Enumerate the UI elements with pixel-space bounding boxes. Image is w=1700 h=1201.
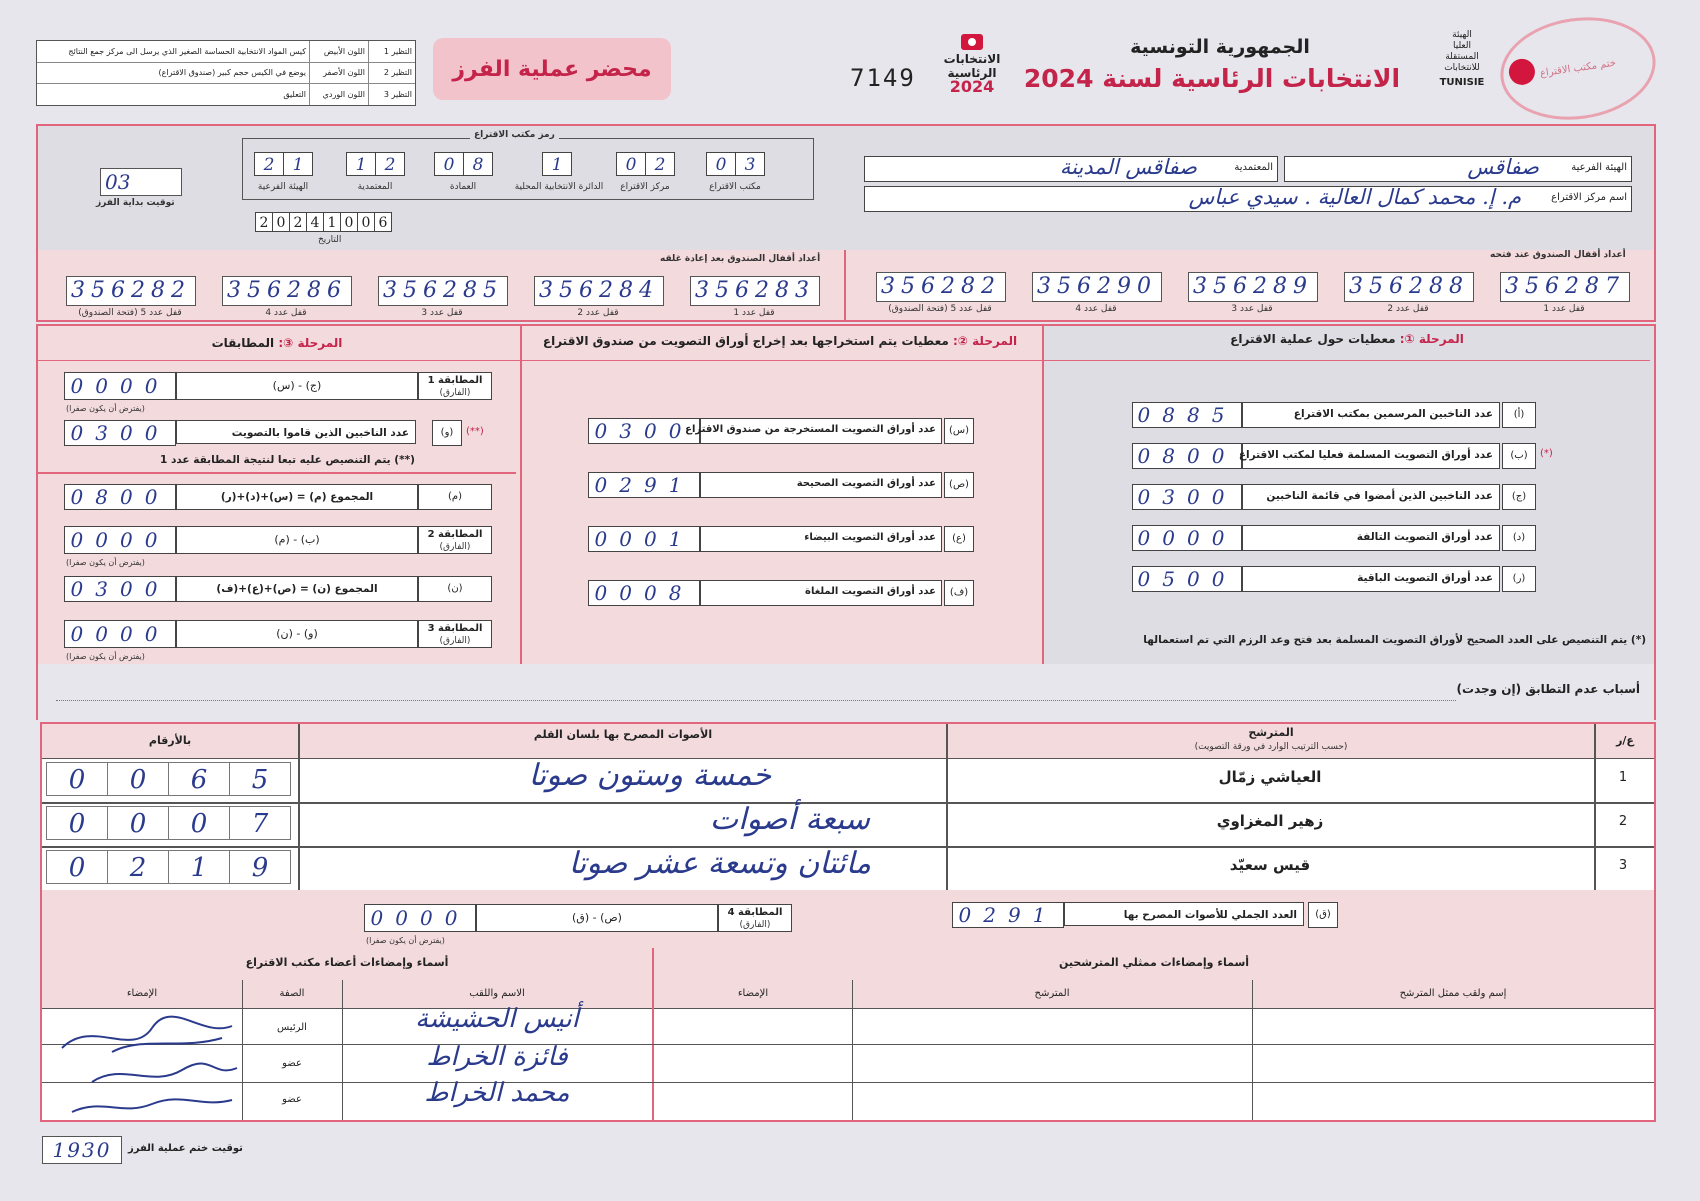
isie-line: العليا [1452, 41, 1472, 51]
logo-year: 2024 [949, 77, 995, 96]
phase3-title [36, 336, 518, 350]
reps-col-name: إسم ولقب ممثل المترشح [1399, 988, 1507, 999]
w-mark: (**) [466, 426, 484, 437]
end-time-label: توقيت ختم عملية الفرز [128, 1143, 243, 1154]
row-label [1242, 566, 1500, 592]
election-logo [936, 34, 1008, 94]
phase2-row [588, 580, 974, 606]
total-label: العدد الجملي للأصوات المصرح بها [1064, 902, 1304, 926]
center-value: م. إ. محمد كمال العالية . سيدي عباس [1188, 185, 1521, 209]
code-digit: 2 [645, 152, 675, 176]
w-label: عدد الناخبين الذين قاموا بالتصويت [176, 420, 416, 444]
isie-line: الهيئة [1452, 30, 1472, 40]
n-row [64, 576, 494, 602]
mismatch-dotline [56, 700, 1456, 701]
republic-title: الجمهورية التونسية [1130, 36, 1310, 58]
row-letter: (ع) [944, 526, 974, 552]
code-sector [434, 152, 493, 176]
row-label [700, 472, 942, 498]
m-title: المطابقة 4 [727, 907, 783, 918]
row-value: 0000 [1132, 525, 1242, 551]
end-time-box: 1930 [42, 1136, 122, 1164]
row-label-text: عدد أوراق التصويت التالفة [1356, 531, 1493, 543]
row-value: 0001 [588, 526, 700, 552]
w-value: 0300 [64, 420, 176, 446]
legend-row [37, 62, 415, 84]
sig-split [652, 948, 654, 1120]
col-candidate-title: المترشح [1248, 726, 1294, 739]
w-note: (**) يتم التنصيص عليه تبعا لنتيجة المطابقة عدد 1 [160, 454, 415, 466]
signature-3 [72, 1099, 232, 1112]
form-title: محضر عملية الفرز [452, 56, 652, 82]
m4-value: 0000 [364, 904, 476, 932]
m-title: المطابقة 3 [427, 623, 483, 634]
code-digit: 0 [434, 152, 463, 176]
phase-title: معطيات حول عملية الاقتراع [1230, 332, 1396, 346]
phase1-row [1132, 443, 1553, 469]
signatures-table [40, 948, 1656, 1122]
signature-2 [92, 1063, 237, 1082]
date-digit: 0 [340, 212, 357, 232]
vote-digits [46, 850, 291, 884]
stamp-text: ختم مكتب الاقتراع [1539, 57, 1617, 80]
office-stamp [1494, 8, 1663, 130]
n-letter: (ن) [418, 576, 492, 602]
vote-words: مائتان وتسعة عشر صوتا [568, 846, 872, 881]
seal-open-2: 356288 [1344, 272, 1474, 302]
m2-note: (يفترض أن يكون صفرا) [66, 558, 145, 567]
row-label [1242, 402, 1500, 428]
vote-digit: 0 [46, 850, 107, 884]
code-digit: 3 [735, 152, 765, 176]
candidate-no: 2 [1618, 814, 1628, 829]
seals-after-title: أعداد أقفال الصندوق بعد إعادة غلقه [660, 254, 821, 264]
flag-icon [961, 34, 983, 50]
m-value: 0800 [64, 484, 176, 510]
seal-label: قفل عدد 3 [1231, 304, 1273, 314]
phase2-row [588, 418, 974, 444]
m1-note: (يفترض أن يكون صفرا) [66, 404, 145, 413]
phase1-row [1132, 402, 1536, 428]
legend-no: التظير 2 [369, 62, 416, 84]
isie-line: للانتخابات [1444, 63, 1480, 73]
seal-label: قفل عدد 5 (فتحة الصندوق) [78, 308, 182, 318]
m2-label [418, 526, 492, 554]
row-label [1242, 525, 1500, 551]
seal-open-3: 356289 [1188, 272, 1318, 302]
row-letter: (ب) [1502, 443, 1536, 469]
seal-label: قفل عدد 1 [733, 308, 775, 318]
vote-digit: 7 [229, 806, 291, 840]
code-delegation [346, 152, 405, 176]
m-row [64, 484, 494, 510]
phase2-row [588, 472, 974, 498]
seal-after-2: 356284 [534, 276, 664, 306]
code-digit: 8 [463, 152, 493, 176]
m4-row [364, 904, 792, 934]
reps-title: أسماء وإمضاءات ممثلي المترشحين [1058, 956, 1250, 969]
m1-label [418, 372, 492, 400]
row-label-text: عدد أوراق التصويت الصحيحة [796, 478, 936, 489]
phase-title-rule [38, 360, 1650, 361]
date-digit: 0 [272, 212, 289, 232]
row-rule [42, 1044, 1654, 1045]
vote-digits [46, 762, 291, 796]
m-letter: (م) [418, 484, 492, 510]
row-label-text: عدد أوراق التصويت الملغاة [805, 586, 936, 597]
legend-color: اللون الأبيض [310, 41, 369, 62]
code-label: الدائرة الانتخابية المحلية [514, 182, 604, 192]
vote-digit: 0 [107, 762, 168, 796]
code-digit: 2 [375, 152, 405, 176]
col-words-header: الأصوات المصرح بها بلسان القلم [533, 728, 713, 741]
member-role: عضو [282, 1094, 302, 1105]
date-label: التاريخ [318, 235, 342, 245]
delegation-label: المعتمدية [1234, 162, 1273, 173]
seal-after-5: 356282 [66, 276, 196, 306]
n-formula: المجموع (ن) = (ص)+(ع)+(ف) [176, 576, 418, 602]
stamp-flag-icon [1507, 57, 1536, 86]
w-letter: (و) [432, 420, 462, 446]
date-digit: 2 [289, 212, 306, 232]
vote-digits [46, 806, 291, 840]
signature-1 [62, 1017, 232, 1052]
row-label [685, 418, 942, 444]
legend-desc: التعليق [283, 90, 306, 100]
date-digit: 1 [323, 212, 340, 232]
m3-note: (يفترض أن يكون صفرا) [66, 652, 145, 661]
m3-row [64, 620, 494, 650]
phase1-row [1132, 566, 1536, 592]
code-label: العمادة [449, 182, 477, 192]
seal-label: قفل عدد 4 [265, 308, 307, 318]
m2-value: 0000 [64, 526, 176, 554]
row-value: 0291 [588, 472, 700, 498]
m3-value: 0000 [64, 620, 176, 648]
sub-authority-label: الهيئة الفرعية [1571, 162, 1627, 173]
col-rule [852, 980, 853, 1120]
members-title: أسماء وإمضاءات أعضاء مكتب الاقتراع [245, 956, 449, 969]
row-letter: (ر) [1502, 566, 1536, 592]
code-digit: 1 [283, 152, 313, 176]
members-col-role: الصفة [279, 988, 305, 999]
seal-label: قفل عدد 3 [421, 308, 463, 318]
legend-color: اللون الأصفر [310, 62, 369, 84]
delegation-value: صفاقس المدينة [1059, 155, 1197, 179]
start-time-box: 03 [100, 168, 182, 196]
m-formula: المجموع (م) = (س)+(د)+(ر) [176, 484, 418, 510]
seal-open-1: 356287 [1500, 272, 1630, 302]
col-digits-header: بالأرقام [148, 734, 192, 747]
phase-prefix: المرحلة ③: [278, 336, 343, 350]
row-label [700, 526, 942, 552]
logo-line: الانتخابات [943, 52, 1001, 66]
code-office [706, 152, 765, 176]
vote-digit: 6 [168, 762, 229, 796]
date-digit: 2 [255, 212, 272, 232]
seal-label: قفل عدد 2 [577, 308, 619, 318]
legend-desc: يوضع في الكيس حجم كبير (صندوق الاقتراع) [158, 68, 306, 78]
candidate-no: 3 [1618, 858, 1628, 873]
member-role: الرئيس [277, 1022, 307, 1033]
m4-formula: (ص) - (ق) [476, 904, 718, 932]
election-title: الانتخابات الرئاسية لسنة 2024 [1023, 64, 1401, 93]
code-digit: 2 [254, 152, 283, 176]
m-sub: (الفارق) [439, 636, 471, 646]
date-grid [255, 212, 392, 232]
isie-logo [1432, 30, 1492, 88]
seal-label: قفل عدد 2 [1387, 304, 1429, 314]
seal-label: قفل عدد 4 [1075, 304, 1117, 314]
code-digit: 1 [542, 152, 572, 176]
m4-label [718, 904, 792, 932]
row-label-text: عدد أوراق التصويت المسلمة فعليا لمكتب الاقتراع [1238, 449, 1493, 461]
total-row [952, 902, 1340, 928]
vote-digit: 0 [46, 806, 107, 840]
isie-line: المستقلة [1445, 52, 1479, 62]
w-row [64, 420, 494, 446]
legend-desc: كيس المواد الانتخابية الحساسة الصغير الذي يرسل الى مركز جمع النتائج [68, 46, 306, 56]
signature-scribbles [52, 1008, 242, 1120]
code-label: المعتمدية [357, 182, 393, 192]
row-label-text: عدد الناخبين المرسمين بمكتب الاقتراع [1293, 408, 1493, 420]
member-role: عضو [282, 1058, 302, 1069]
row-value: 0008 [588, 580, 700, 606]
candidate-name: العياشي زمّال [1218, 768, 1322, 786]
row-letter: (س) [944, 418, 974, 444]
mismatch-label: أسباب عدم التطابق (إن وجدت) [1456, 682, 1640, 696]
col-no-header: ع/ر [1616, 734, 1634, 747]
phase-prefix: المرحلة ②: [953, 334, 1018, 348]
code-local-circ [542, 152, 572, 176]
row-letter: (ف) [944, 580, 974, 606]
code-digit: 0 [616, 152, 645, 176]
m-sub: (الفارق) [439, 542, 471, 552]
form-title-badge [433, 38, 671, 100]
result-row-1 [40, 758, 1652, 800]
legend-table [36, 40, 416, 106]
phase1-row [1132, 525, 1536, 551]
delegation-field [864, 156, 1278, 182]
m2-formula: (ب) - (م) [176, 526, 418, 554]
candidate-name: قيس سعيّد [1229, 856, 1311, 874]
row-value: 0500 [1132, 566, 1242, 592]
date-digit: 6 [374, 212, 392, 232]
legend-no: التظير 1 [369, 41, 416, 62]
row-rule [42, 1082, 1654, 1083]
center-field [864, 186, 1632, 212]
m1-row [64, 372, 492, 402]
total-value: 0291 [952, 902, 1064, 928]
seal-after-1: 356283 [690, 276, 820, 306]
legend-row [37, 41, 415, 62]
phase1-note: (*) يتم التنصيص على العدد الصحيح لأوراق التصويت المسلمة بعد فتح وعد الرزم التي تم استعمالها [1143, 634, 1646, 646]
row-value: 0300 [588, 418, 700, 444]
code-label: الهيئة الفرعية [257, 182, 309, 192]
m-title: المطابقة 2 [427, 529, 483, 540]
row-label [700, 580, 942, 606]
legend-no: التظير 3 [369, 84, 416, 105]
candidate-name: زهير المغزاوي [1216, 812, 1324, 830]
code-label: مركز الاقتراع [620, 182, 670, 192]
logo-line: الرئاسية [947, 66, 997, 80]
total-letter: (ق) [1308, 902, 1338, 928]
reps-col-candidate: المترشح [1034, 988, 1070, 999]
office-code-title: رمز مكتب الاقتراع [470, 130, 559, 140]
phase1-row [1132, 484, 1536, 510]
seal-after-4: 356286 [222, 276, 352, 306]
phase3-divider [38, 472, 516, 474]
row-value: 0885 [1132, 402, 1242, 428]
result-row-2 [40, 802, 1652, 844]
date-digit: 4 [306, 212, 323, 232]
phase-prefix: المرحلة ①: [1399, 332, 1464, 346]
m4-note: (يفترض أن يكون صفرا) [366, 936, 445, 945]
code-sub-authority [254, 152, 313, 176]
col-candidate-sub: (حسب الترتيب الوارد في ورقة التصويت) [1194, 742, 1348, 752]
m3-formula: (و) - (ن) [176, 620, 418, 648]
n-value: 0300 [64, 576, 176, 602]
vote-digit: 2 [107, 850, 168, 884]
result-row-3 [40, 846, 1652, 888]
code-label: مكتب الاقتراع [709, 182, 761, 192]
members-col-name: الاسم واللقب [469, 988, 525, 999]
code-center [616, 152, 675, 176]
seal-after-3: 356285 [378, 276, 508, 306]
code-digit: 1 [346, 152, 375, 176]
row-value: 0300 [1132, 484, 1242, 510]
row-letter: (أ) [1502, 402, 1536, 428]
m3-label [418, 620, 492, 648]
member-name: فائزة الخراط [426, 1042, 568, 1072]
seal-open-5: 356282 [876, 272, 1006, 302]
row-mark: (*) [1540, 448, 1553, 459]
m-sub: (الفارق) [439, 388, 471, 398]
member-name: أنيس الحشيشة [415, 1004, 579, 1034]
totals-band [40, 890, 1656, 950]
vote-words: خمسة وستون صوتا [528, 758, 772, 793]
row-value: 0800 [1132, 443, 1242, 469]
reps-col-signature: الإمضاء [737, 988, 769, 999]
legend-color: اللون الوردي [310, 84, 369, 105]
member-name: محمد الخراط [424, 1078, 570, 1108]
row-label-text: عدد الناخبين الذين أمضوا في قائمة الناخبين [1266, 490, 1493, 502]
isie-abbr: TUNISIE [1439, 77, 1485, 88]
phase2-title [520, 334, 1040, 348]
phase1-title [1042, 332, 1652, 346]
m1-value: 0000 [64, 372, 176, 400]
seal-label: قفل عدد 5 (فتحة الصندوق) [888, 304, 992, 314]
row-label-text: عدد أوراق التصويت الباقية [1357, 572, 1493, 584]
vote-digit: 0 [168, 806, 229, 840]
row-letter: (د) [1502, 525, 1536, 551]
vote-digit: 0 [46, 762, 107, 796]
row-label [1242, 484, 1500, 510]
row-label [1238, 443, 1500, 469]
row-letter: (ج) [1502, 484, 1536, 510]
col-rule [1252, 980, 1253, 1120]
code-digit: 0 [706, 152, 735, 176]
seals-open-title: أعداد أقفال الصندوق عند فتحه [1490, 250, 1626, 260]
seal-open-4: 356290 [1032, 272, 1162, 302]
vote-digit: 0 [107, 806, 168, 840]
start-time-label: توقيت بداية الفرز [96, 198, 175, 208]
sub-authority-value: صفاقس [1467, 155, 1539, 179]
m2-row [64, 526, 494, 556]
center-label: اسم مركز الاقتراع [1551, 192, 1627, 203]
row-label-text: عدد أوراق التصويت البيضاء [804, 532, 936, 543]
members-col-signature: الإمضاء [126, 988, 158, 999]
row-letter: (ص) [944, 472, 974, 498]
vote-words: سبعة أصوات [709, 802, 871, 837]
phase-title: المطابقات [211, 336, 275, 350]
sub-authority-field [1284, 156, 1632, 182]
phase2-row [588, 526, 974, 552]
m-title: المطابقة 1 [427, 375, 483, 386]
phase-title: معطيات يتم استخراجها بعد إخراج أوراق التصويت من صندوق الاقتراع [542, 334, 949, 348]
m-sub: (الفارق) [739, 920, 771, 930]
candidate-no: 1 [1618, 770, 1628, 785]
vote-digit: 5 [229, 762, 291, 796]
legend-row [37, 84, 415, 105]
col-candidate-header [948, 726, 1594, 754]
seals-divider [844, 250, 846, 320]
serial-number: 7149 [850, 64, 916, 92]
date-digit: 0 [357, 212, 374, 232]
vote-digit: 9 [229, 850, 291, 884]
row-label-text: عدد أوراق التصويت المستخرجة من صندوق الاقتراع [685, 424, 936, 435]
seal-label: قفل عدد 1 [1543, 304, 1585, 314]
vote-digit: 1 [168, 850, 229, 884]
m1-formula: (ج) - (س) [176, 372, 418, 400]
